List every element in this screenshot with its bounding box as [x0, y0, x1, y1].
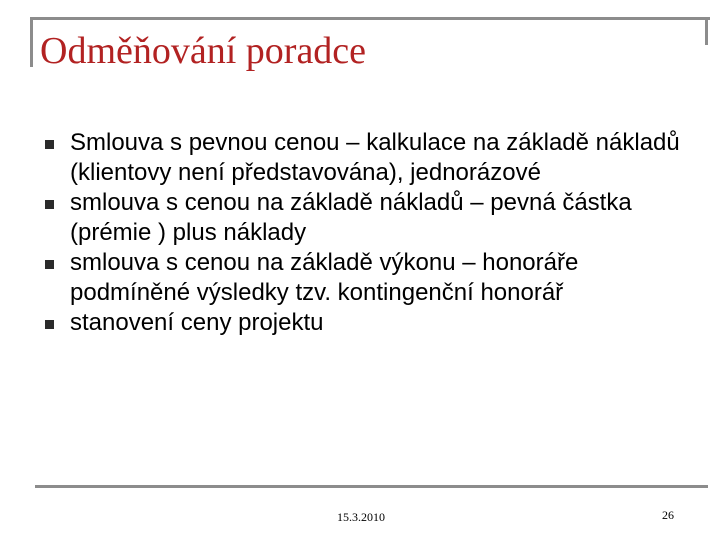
bullet-item [40, 308, 680, 338]
left-frame-line [30, 17, 33, 67]
right-frame-line [705, 17, 708, 45]
bullet-text: Smlouva s pevnou cenou – kalkulace na základě nákladů (klientovy není představována), jednorázové [70, 129, 680, 186]
footer-date: 15.3.2010 [337, 510, 385, 524]
square-bullet-icon [45, 140, 54, 149]
footer-divider [35, 485, 708, 488]
bullet-item [40, 248, 680, 308]
bullet-item [40, 128, 680, 188]
bullet-item [40, 188, 680, 248]
bullet-list [40, 128, 680, 338]
bullet-text: smlouva s cenou na základě výkonu – honoráře podmíněné výsledky tzv. kontingenční honorář [70, 249, 579, 306]
square-bullet-icon [45, 320, 54, 329]
top-frame-line [30, 17, 710, 20]
square-bullet-icon [45, 260, 54, 269]
slide-title: Odměňování poradce [40, 30, 367, 72]
page-number: 26 [662, 508, 674, 522]
square-bullet-icon [45, 200, 54, 209]
bullet-text: smlouva s cenou na základě nákladů – pevná částka (prémie ) plus náklady [70, 189, 632, 246]
bullet-text: stanovení ceny projektu [70, 309, 324, 336]
